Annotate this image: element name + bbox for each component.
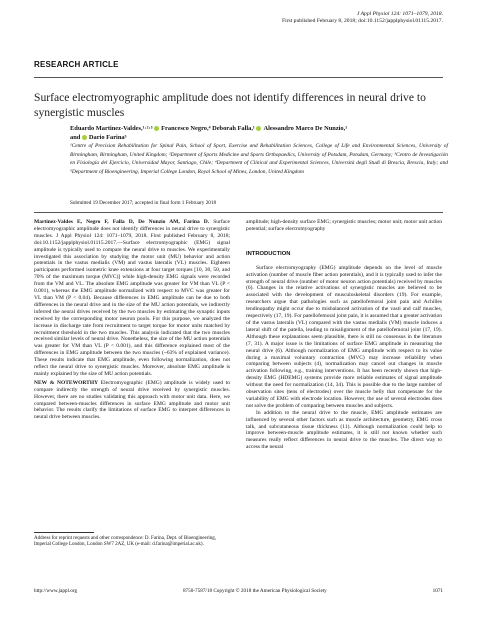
abstract [34, 219, 230, 378]
new-noteworthy-text: Electromyographic (EMG) amplitude is widely used to compare indirectly the strength of neural drive received by synergistic muscles. However, there are no studies validating this approach with motor unit data. Here, we compared between-muscles differences in surface EMG amplitude and motor unit behavior. The results clarify the limitations of surface EMG to interpret differences in neural drive between muscles. [34, 379, 231, 421]
journal-url[interactable]: http://www.jappl.org [34, 588, 78, 594]
author-list [70, 124, 450, 142]
orcid-icon[interactable] [82, 135, 87, 140]
article-title: Surface electromyographic amplitude does not identify differences in neural drive to synergistic muscles [34, 91, 426, 119]
copyright: 8750-7587/18 Copyright © 2018 the American Physiological Society [182, 588, 327, 594]
author-1: Eduardo Martinez-Valdes,¹·²·³ [70, 125, 155, 132]
author-5: Dario Farina⁵ [88, 134, 127, 141]
new-noteworthy [34, 380, 230, 421]
article-type: RESEARCH ARTICLE [34, 60, 119, 69]
submission-dates: Submitted 19 December 2017; accepted in final form 1 February 2018 [70, 200, 217, 206]
footnote-rule [34, 532, 94, 533]
page-number: 1071 [432, 588, 443, 594]
journal-citation: J Appl Physiol 124: 1071–1079, 2018. [356, 11, 443, 17]
abstract-citation: Martinez-Valdes E, Negro F, Falla D, De Nunzio AM, Farina D. [34, 219, 210, 225]
journal-doi: First published February 8, 2018; doi:10.1152/japplphysiol.01115.2017. [282, 18, 443, 24]
author-and: and [70, 134, 82, 141]
new-noteworthy-heading: NEW & NOTEWORTHY [34, 379, 99, 386]
abstract-text: Surface electromyographic amplitude does not identify differences in neural drive to synergistic muscles. J Appl Physiol 124: 1071–1079, 2018. First published February 8, 2018; doi:10.1152/japplphysiol.01115.2017.—Surface electromyographic (EMG) signal amplitude is typically used to compare the neural drive to muscles. We experimentally investigated this association by studying the motor unit (MU) behavior and action potentials in the vastus medialis (VM) and vastus lateralis (VL) muscles. Eighteen participants performed isometric knee extensions at four target torques [10, 30, 50, and 70% of the maximum torque (MVC)] while high-density EMG signals were recorded from the VM and VL. The absolute EMG amplitude was greater for VM than VL (P < 0.001), whereas the EMG amplitude normalized with respect to MVC was greater for VL than VM (P < 0.04). Because differences in EMG amplitude can be due to both differences in the neural drive and in the size of the MU action potentials, we indirectly inferred the neural drives received by the two muscles by estimating the synaptic inputs received by the corresponding motor neuron pools. For this purpose, we analyzed the increase in discharge rate from recruitment to target torque for motor units matched by recruitment threshold in the two muscles. This analysis indicated that the two muscles received similar levels of neural drive. Nonetheless, the size of the MU action potentials was greater for VM than VL (P < 0.001), and this difference explained most of the differences in EMG amplitude between the two muscles (~63% of explained variance). These results indicate that EMG amplitude, even following normalization, does not reflect the neural drive to synergistic muscles. Moreover, absolute EMG amplitude is mainly explained by the size of MU action potentials. [34, 219, 230, 377]
abstract-rule [34, 212, 443, 213]
author-4: Alessandro Marco De Nunzio,¹ [263, 125, 348, 132]
introduction-heading: INTRODUCTION [246, 250, 291, 257]
journal-header [213, 11, 443, 25]
intro-paragraph-1: Surface electromyography (EMG) amplitude depends on the level of muscle activation (number of muscle fiber action potentials), and it is typically used to infer the strength of neural drive (number of motor neuron action potentials) received by muscles (6). Changes in the relative activations of synergistic muscles are believed to be associated with the development of musculoskeletal disorders (19). For example, researchers argue that pathologies such as patellofemoral joint pain and Achilles tendinopathy might occur due to misbalanced activation of the vasti and calf muscles, respectively (17, 19). For patellofemoral joint pain, it is assumed that a greater activation of the vastus lateralis (VL) compared with the vastus medialis (VM) muscle induces a lateral shift of the patella, leading to misalignment of the patellofemoral joint (17, 19). Although these explanations seem plausible, there is still no consensus in the literature (7, 31). A major issue is the limitations of surface EMG amplitude in measuring the neural drive (6). Although normalization of EMG amplitude with respect to its value during a maximal voluntary contraction (MVC) may increase reliability when comparing between subjects (4), normalization may cancel out changes in muscle activation following, e.g., training interventions. It has been recently shown that high-density EMG (HDEMG) systems provide more reliable estimates of signal amplitude without the need for normalization (14, 34). This is possible due to the large number of observation sites (tens of electrodes) over the muscle belly that compensate for the variability of EMG with electrode location. However, the use of several electrodes does not solve the problem of comparing between muscles and subjects. [246, 264, 442, 409]
keywords: amplitude; high-density surface EMG; synergistic muscles; motor unit; motor unit action potential; surface electromyography [246, 219, 442, 232]
intro-paragraph-2: In addition to the neural drive to the muscle, EMG amplitude estimates are influenced by several other factors such as muscle architecture, geometry, EMG cross talk, and subcutaneous tissue thickness (11). Although normalization could help to improve between-muscle amplitude estimates, it is still not known whether such measures really reflect differences in neural drive to the muscles. The direct way to access the neural [246, 409, 442, 451]
page-footer [34, 588, 443, 594]
orcid-icon[interactable] [154, 126, 159, 131]
author-2-3: Francesco Negro,⁴ Deborah Falla,¹ [161, 125, 257, 132]
correspondence-footnote: Address for reprint requests and other correspondence: D. Farina, Dept. of Bioengineering, Imperial College London, London SW7 2AZ, UK (e-mail: d.farina@imperial.ac.uk). [34, 536, 217, 548]
header-rule [34, 77, 443, 78]
affiliations: ¹Centre of Precision Rehabilitation for Spinal Pain, School of Sport, Exercise and Rehabilitation Sciences, College of Life and Environmental Sciences, University of Birmingham, Birmingham, United Kingdom; ²Department of Sports Medicine and Sports Orthopaedics, University of Potsdam, Potsdam, Germany; ³Centro de Investigación en Fisiología del Ejercicio, Universidad Mayor, Santiago, Chile; ⁴Department of Clinical and Experimental Sciences, Università degli Studi di Brescia, Brescia, Italy; and ⁵Department of Bioengineering, Imperial College London, Royal School of Mines, London, United Kingdom [70, 143, 448, 176]
orcid-icon[interactable] [256, 126, 261, 131]
abstract-column [34, 219, 230, 421]
right-column [246, 219, 442, 451]
